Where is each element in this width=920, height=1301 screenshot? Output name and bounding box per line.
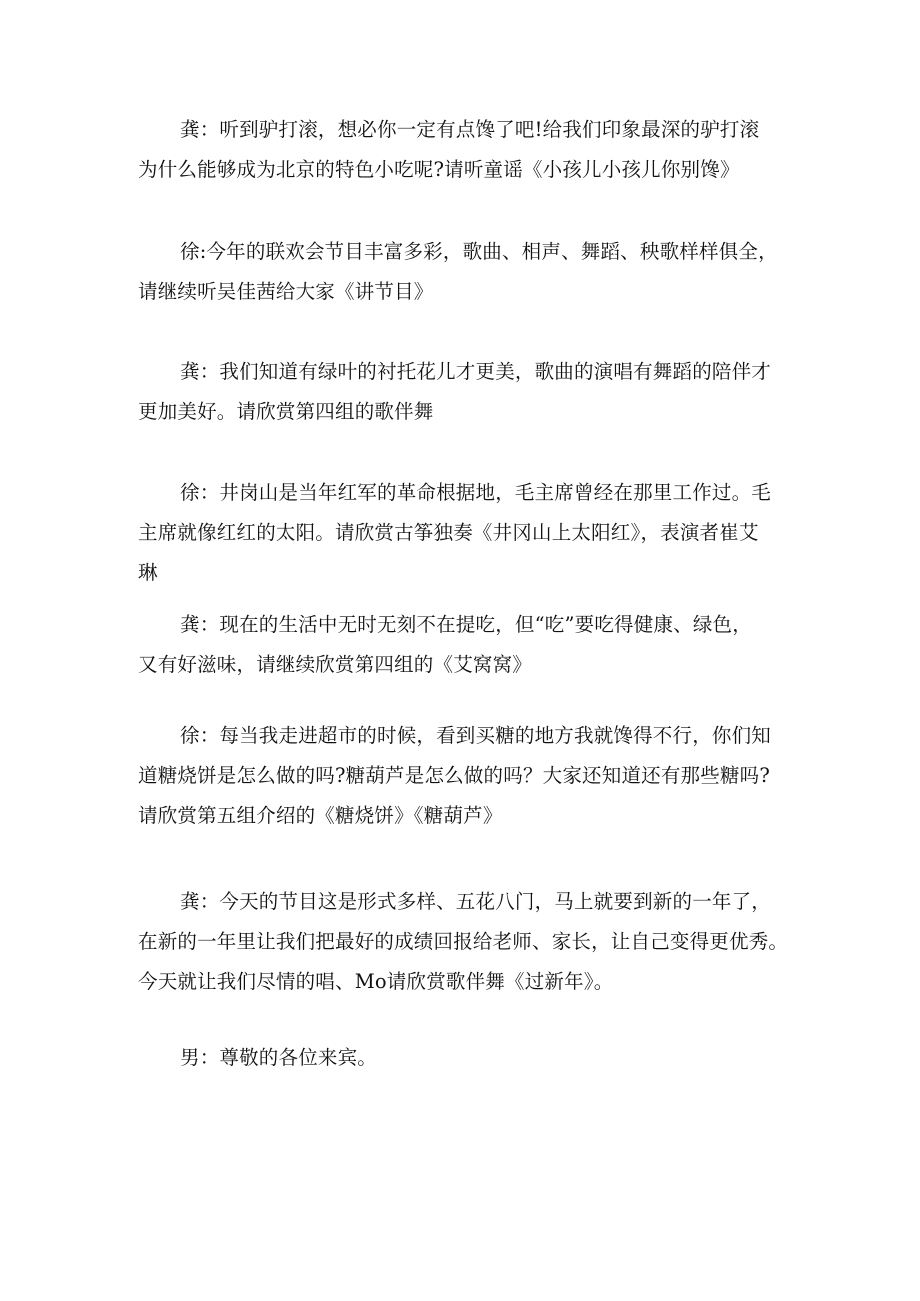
text-line: 琳 xyxy=(138,561,158,584)
text-line: 道糖烧饼是怎么做的吗?糖葫芦是怎么做的吗？大家还知道还有那些糖吗? xyxy=(138,764,771,787)
text-line: 主席就像红红的太阳。请欣赏古筝独奏《井冈山上太阳红》，表演者崔艾 xyxy=(138,521,759,544)
paragraph-gong-dance xyxy=(138,352,798,432)
paragraph-xu-program xyxy=(138,232,798,312)
text-line: 男：尊敬的各位来宾。 xyxy=(180,1046,378,1069)
paragraph-male-guests xyxy=(138,1038,798,1078)
text-line: 徐:今年的联欢会节目丰富多彩，歌曲、相声、舞蹈、秧歌样样俱全， xyxy=(180,240,778,263)
text-line: 为什么能够成为北京的特色小吃呢?请听童谣《小孩儿小孩儿你别馋》 xyxy=(138,158,740,181)
text-line: 龚：今天的节目这是形式多样、五花八门，马上就要到新的一年了， xyxy=(180,890,772,913)
text-line: 今天就让我们尽情的唱、Mo请欣赏歌伴舞《过新年》。 xyxy=(138,970,614,993)
text-line: 龚：听到驴打滚，想必你一定有点馋了吧!给我们印象最深的驴打滚 xyxy=(180,118,760,141)
paragraph-xu-guzheng xyxy=(138,473,798,593)
text-line: 徐：每当我走进超市的时候，看到买糖的地方我就馋得不行，你们知 xyxy=(180,724,772,747)
text-line: 又有好滋味，请继续欣赏第四组的《艾窝窝》 xyxy=(138,653,533,676)
text-line: 龚：现在的生活中无时无刻不在提吃，但“吃”要吃得健康、绿色， xyxy=(180,613,752,636)
paragraph-gong-aiwowo xyxy=(138,605,798,685)
paragraph-gong-lvdagun xyxy=(138,110,798,190)
text-line: 请继续听吴佳茜给大家《讲节目》 xyxy=(138,280,434,303)
text-line: 徐：井岗山是当年红军的革命根据地，毛主席曾经在那里工作过。毛 xyxy=(180,481,772,504)
paragraph-xu-sugar xyxy=(138,716,798,836)
paragraph-gong-newyear xyxy=(138,882,798,1002)
text-line: 更加美好。请欣赏第四组的歌伴舞 xyxy=(138,400,434,423)
text-line: 龚：我们知道有绿叶的衬托花儿才更美，歌曲的演唱有舞蹈的陪伴才 xyxy=(180,360,772,383)
text-line: 请欣赏第五组介绍的《糖烧饼》《糖葫芦》 xyxy=(138,804,503,827)
text-line: 在新的一年里让我们把最好的成绩回报给老师、家长，让自己变得更优秀。 xyxy=(138,930,789,953)
